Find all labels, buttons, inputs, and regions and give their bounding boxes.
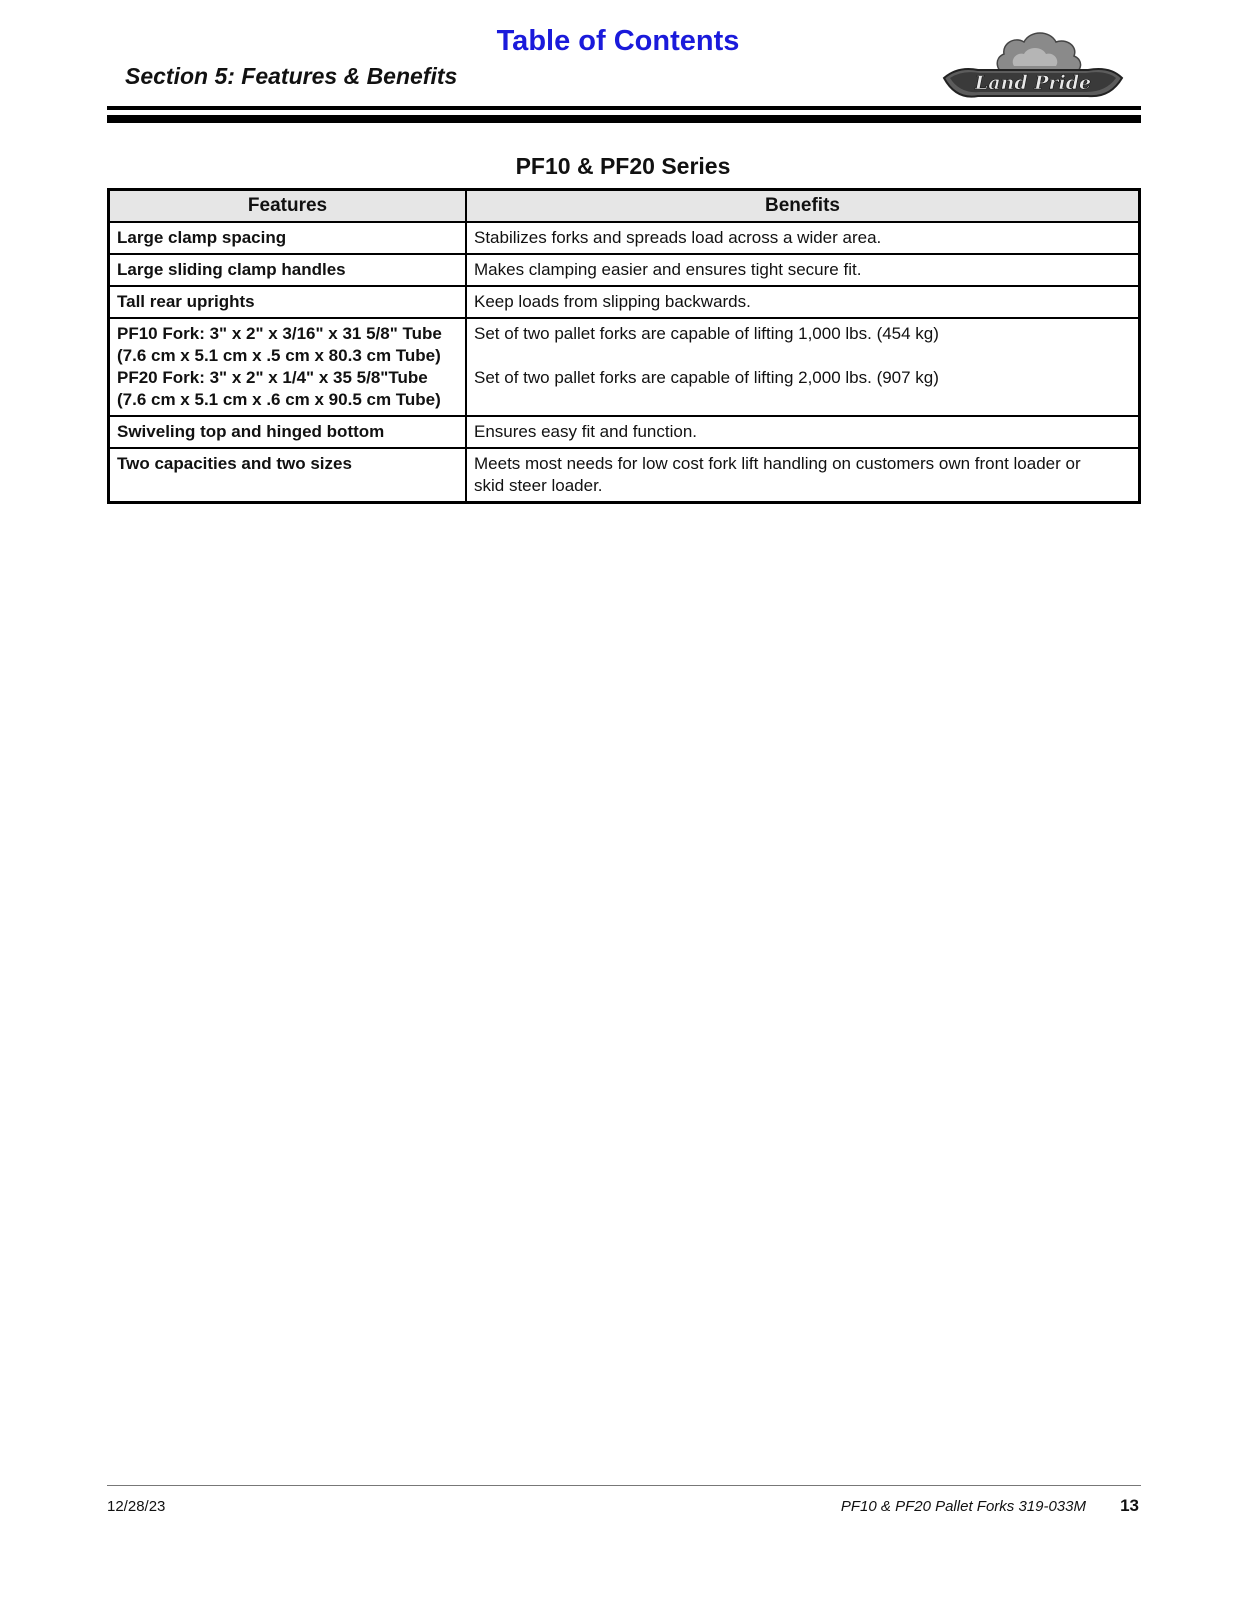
benefit-text: Set of two pallet forks are capable of lifting 2,000 lbs. (907 kg) — [474, 368, 939, 387]
feature-text: (7.6 cm x 5.1 cm x .6 cm x 90.5 cm Tube) — [117, 390, 441, 409]
land-pride-logo — [938, 26, 1128, 106]
feature-text: Tall rear uprights — [117, 292, 255, 311]
logo-tree-icon — [997, 33, 1080, 74]
feature-cell — [109, 286, 467, 318]
footer-date: 12/28/23 — [107, 1498, 166, 1515]
benefit-text: Stabilizes forks and spreads load across a wider area. — [474, 228, 882, 247]
header-rule-thick — [107, 115, 1141, 123]
header-rule-thin — [107, 106, 1141, 110]
feature-cell — [109, 416, 467, 448]
benefit-cell — [466, 416, 1140, 448]
features-benefits-table — [107, 188, 1141, 504]
feature-text: Swiveling top and hinged bottom — [117, 422, 385, 441]
feature-cell — [109, 222, 467, 254]
table-row — [109, 416, 1140, 448]
benefit-cell — [466, 448, 1140, 503]
svg-text:Land Pride: Land Pride — [974, 72, 1092, 94]
benefit-text: Meets most needs for low cost fork lift handling on customers own front loader or — [474, 454, 1081, 473]
section-title: Section 5: Features & Benefits — [125, 63, 458, 89]
feature-cell — [109, 254, 467, 286]
feature-cell — [109, 448, 467, 503]
footer-rule — [107, 1485, 1141, 1486]
benefit-cell — [466, 254, 1140, 286]
benefit-cell — [466, 318, 1140, 416]
benefits-header: Benefits — [466, 190, 1140, 223]
table-row — [109, 318, 1140, 416]
benefit-text: Ensures easy fit and function. — [474, 422, 698, 441]
feature-text: Large clamp spacing — [117, 228, 287, 247]
benefit-text: Keep loads from slipping backwards. — [474, 292, 751, 311]
benefit-cell — [466, 286, 1140, 318]
table-row — [109, 286, 1140, 318]
feature-text: PF20 Fork: 3" x 2" x 1/4" x 35 5/8"Tube — [117, 368, 428, 387]
table-header-row — [109, 190, 1140, 223]
series-title: PF10 & PF20 Series — [515, 153, 731, 179]
benefit-cell — [466, 222, 1140, 254]
table-of-contents-link[interactable]: Table of Contents — [496, 25, 740, 57]
benefit-text: skid steer loader. — [474, 476, 603, 495]
table-row — [109, 254, 1140, 286]
table-row — [109, 222, 1140, 254]
feature-text: Large sliding clamp handles — [117, 260, 346, 279]
feature-cell — [109, 318, 467, 416]
feature-text: (7.6 cm x 5.1 cm x .5 cm x 80.3 cm Tube) — [117, 346, 441, 365]
table-row — [109, 448, 1140, 503]
benefit-text: Makes clamping easier and ensures tight secure fit. — [474, 260, 862, 279]
features-header: Features — [109, 190, 467, 223]
feature-text: PF10 Fork: 3" x 2" x 3/16" x 31 5/8" Tube — [117, 324, 442, 343]
benefit-text: Set of two pallet forks are capable of lifting 1,000 lbs. (454 kg) — [474, 324, 939, 343]
footer-document-title: PF10 & PF20 Pallet Forks 319-033M — [840, 1498, 1086, 1515]
benefit-spacer — [474, 345, 1132, 367]
feature-text: Two capacities and two sizes — [117, 454, 352, 473]
page-number: 13 — [1120, 1496, 1139, 1515]
